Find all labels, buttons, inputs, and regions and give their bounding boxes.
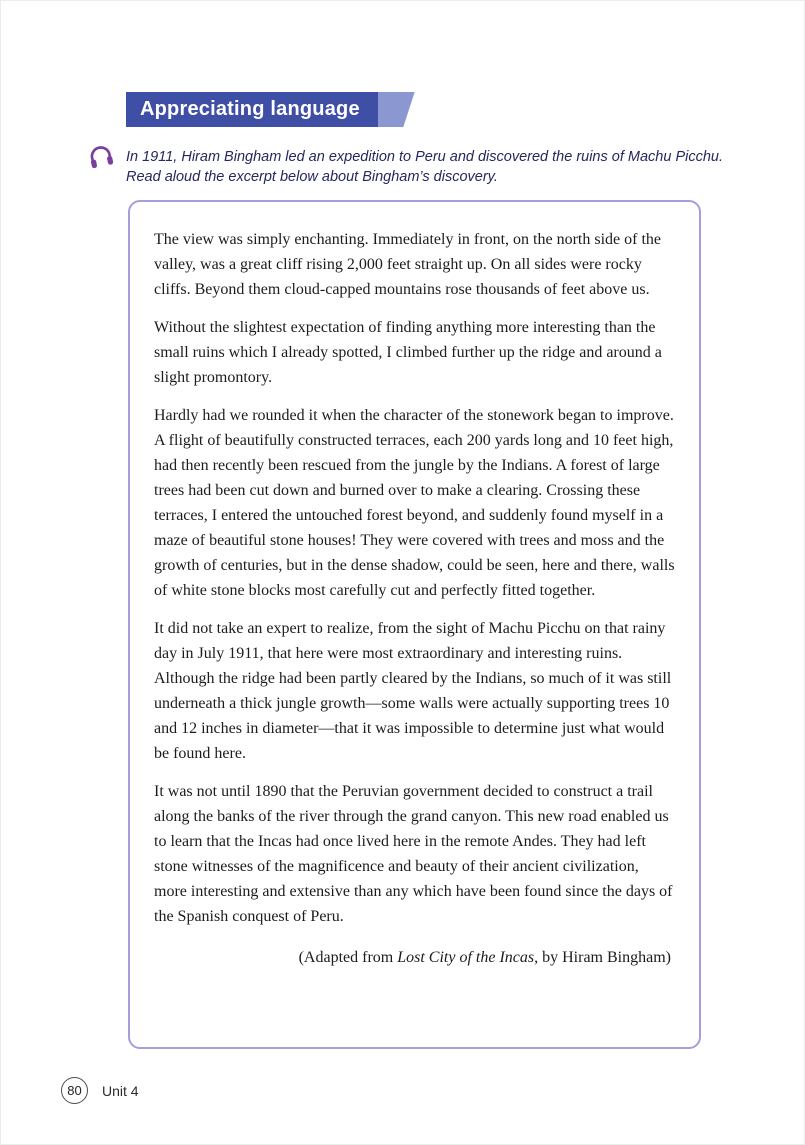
page-footer xyxy=(61,1077,139,1104)
unit-label: Unit 4 xyxy=(102,1082,139,1099)
attribution-prefix: (Adapted from xyxy=(298,949,398,966)
excerpt-box xyxy=(128,200,701,1049)
intro-instruction: In 1911, Hiram Bingham led an expedition to Peru and discovered the ruins of Machu Picchu. Read aloud the excerpt below about Bingham’s discovery. xyxy=(126,149,723,185)
section-banner xyxy=(126,92,378,127)
section-title: Appreciating language xyxy=(140,98,360,120)
page-number: 80 xyxy=(67,1083,82,1098)
excerpt-paragraph: It did not take an expert to realize, from the sight of Machu Picchu on that rainy day in July 1911, that here were most extraordinary and interesting ruins. Although the ridge had been partly cleared by the Indians, so much of it was still underneath a thick jungle growth—some walls were actually supporting trees 10 and 12 inches in diameter—that it was impossible to determine just what would be found here. xyxy=(154,620,672,762)
excerpt-paragraph: Without the slightest expectation of finding anything more interesting than the small ruins which I already spotted, I climbed further up the ridge and around a slight promontory. xyxy=(154,319,662,386)
attribution-book-title: Lost City of the Incas xyxy=(397,949,535,966)
headphones-icon xyxy=(87,142,115,170)
excerpt-paragraph: It was not until 1890 that the Peruvian government decided to construct a trail along the banks of the river through the grand canyon. This new road enabled us to learn that the Incas had once lived here in the remote Andes. They had left stone witnesses of the magnificence and beauty of their ancient civilization, more interesting and extensive than any which have been found since the days of the Spanish conquest of Peru. xyxy=(154,783,673,925)
page-number-badge xyxy=(61,1077,88,1104)
attribution-suffix: , by Hiram Bingham) xyxy=(534,949,671,966)
excerpt-paragraph: The view was simply enchanting. Immediately in front, on the north side of the valley, was a great cliff rising 2,000 feet straight up. On all sides were rocky cliffs. Beyond them cloud-capped mountains rose thousands of feet above us. xyxy=(154,231,661,298)
excerpt-attribution xyxy=(154,945,675,970)
excerpt-paragraph: Hardly had we rounded it when the character of the stonework began to improve. A flight of beautifully constructed terraces, each 200 yards long and 10 feet high, had then recently been rescued from the jungle by the Indians. A forest of large trees had been cut down and burned over to make a clearing. Crossing these terraces, I entered the untouched forest beyond, and suddenly found myself in a maze of beautiful stone houses! They were covered with trees and moss and the growth of centuries, but in the dense shadow, could be seen, here and there, walls of white stone blocks most carefully cut and perfectly fitted together. xyxy=(154,407,675,599)
